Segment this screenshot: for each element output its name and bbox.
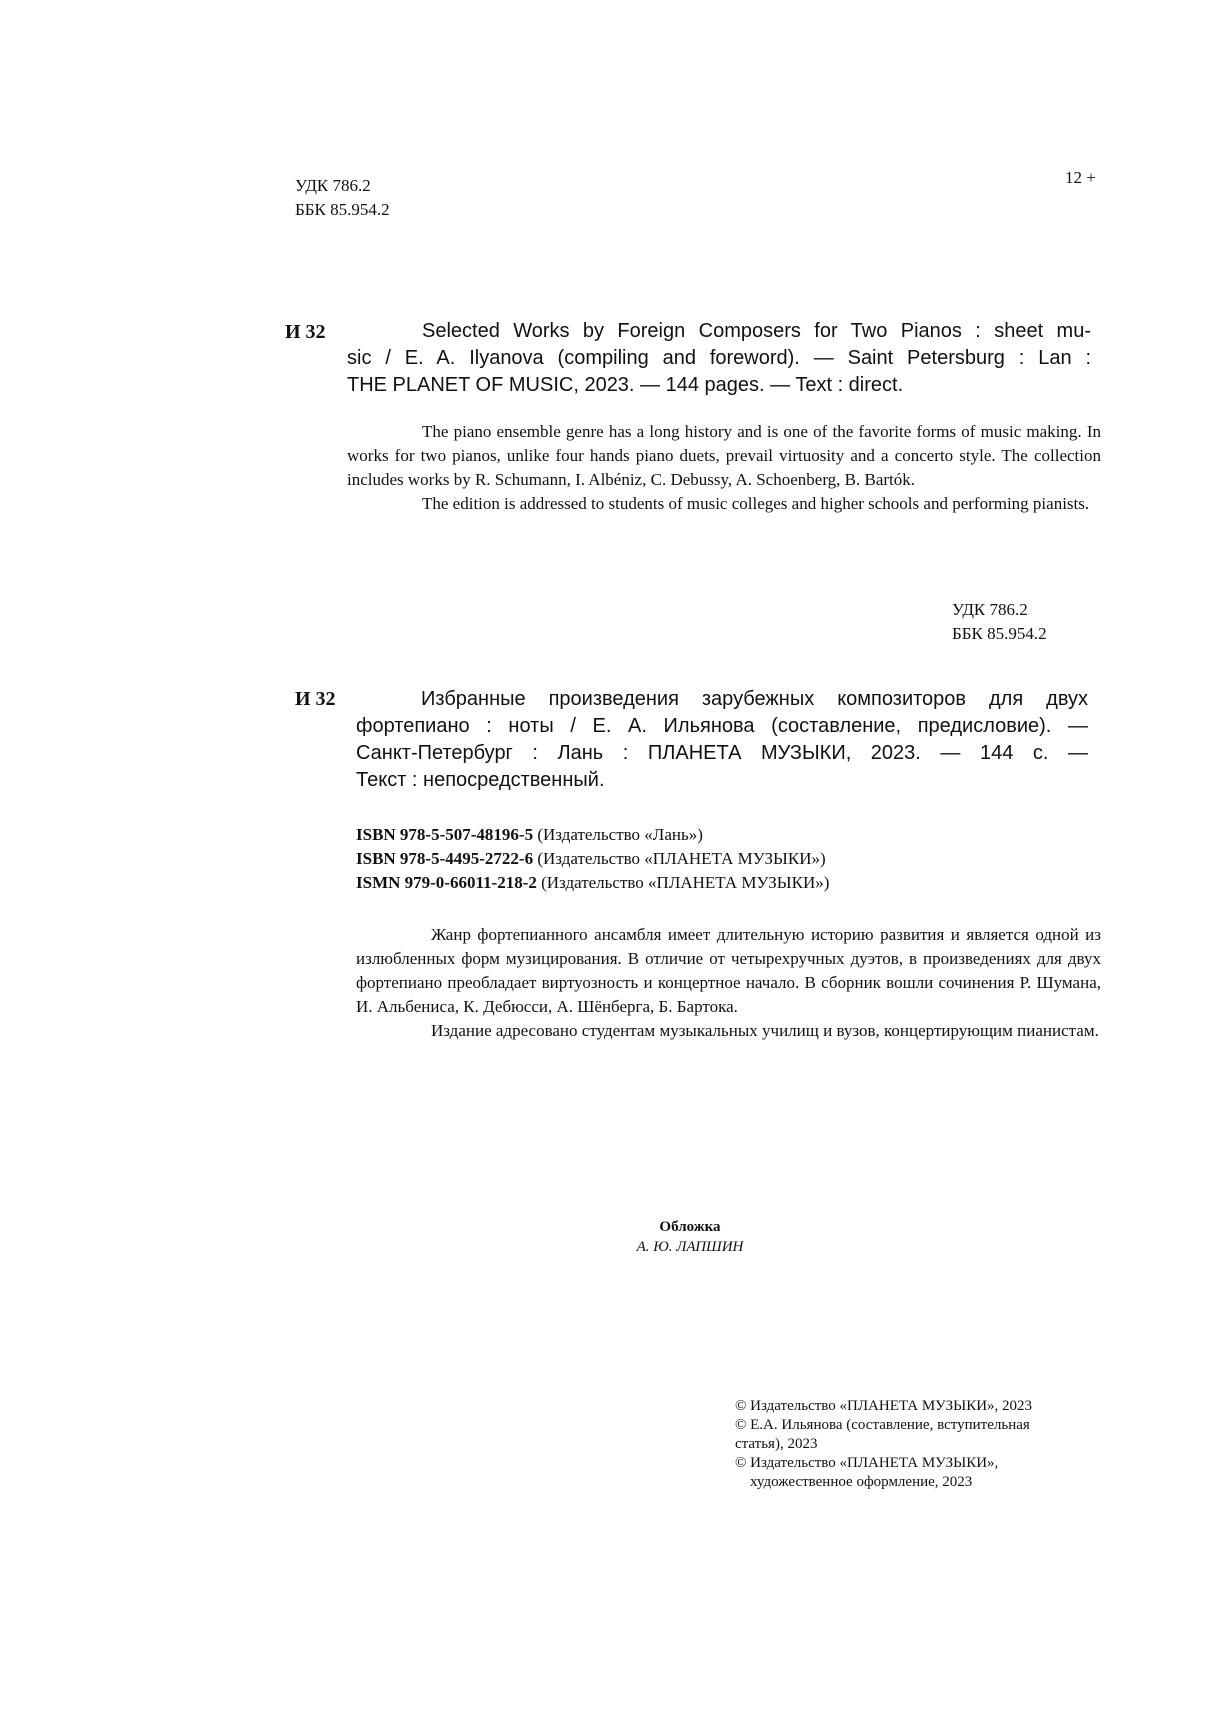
header-udk: УДК 786.2 — [295, 176, 371, 195]
isbn-item — [356, 847, 829, 871]
isbn-number: ISBN 978-5-507-48196-5 — [356, 825, 534, 844]
cover-credit — [560, 1217, 820, 1257]
citation-en-line: sic / E. A. Ilyanova (compiling and foreword). — Saint Petersburg : Lan : — [347, 347, 1091, 369]
header-bbk: ББК 85.954.2 — [295, 200, 390, 219]
author-sign-code-ru: И 32 — [295, 688, 336, 710]
citation-en-line: THE PLANET OF MUSIC, 2023. — 144 pages. — Text : direct. — [347, 374, 904, 396]
abstract-ru — [356, 923, 1101, 1043]
ismn-number: ISMN 979-0-66011-218-2 — [356, 873, 537, 892]
citation-ru-line: Избранные произведения зарубежных композиторов для двух — [421, 688, 1088, 710]
isbn-number: ISBN 978-5-4495-2722-6 — [356, 849, 534, 868]
cover-artist: А. Ю. ЛАПШИН — [636, 1239, 744, 1255]
copyright-line: © Издательство «ПЛАНЕТА МУЗЫКИ», художественное оформление, 2023 — [735, 1455, 999, 1490]
abstract-en — [347, 420, 1101, 516]
ismn-publisher: (Издательство «ПЛАНЕТА МУЗЫКИ») — [536, 873, 830, 892]
copyright-line: © Е.А. Ильянова (составление, вступительная статья), 2023 — [735, 1417, 1030, 1452]
citation-en — [347, 318, 1091, 399]
abstract-en-paragraph: The edition is addressed to students of music colleges and higher schools and performing pianists. — [422, 494, 1090, 513]
cover-label: Обложка — [659, 1219, 721, 1235]
citation-ru — [356, 686, 1088, 794]
header-classification — [295, 174, 390, 222]
abstract-en-paragraph: The piano ensemble genre has a long history and is one of the favorite forms of music making. In works for two pianos, unlike four hands piano duets, prevail virtuosity and a concerto style. The collection includes works by R. Schumann, I. Albéniz, C. Debussy, A. Schoenberg, B. Bartók. — [347, 422, 1101, 489]
citation-en-line: Selected Works by Foreign Composers for Two Pianos : sheet mu- — [422, 320, 1091, 342]
citation-ru-line: Текст : непосредственный. — [356, 769, 605, 791]
classification-en — [952, 598, 1047, 646]
isbn-item — [356, 823, 829, 847]
ismn-item — [356, 871, 829, 895]
copyright-line: © Издательство «ПЛАНЕТА МУЗЫКИ», 2023 — [735, 1398, 1033, 1414]
classification-en-bbk: ББК 85.954.2 — [952, 624, 1047, 643]
citation-ru-line: фортепиано : ноты / Е. А. Ильянова (составление, предисловие). — — [356, 715, 1088, 737]
author-sign-code-en: И 32 — [285, 321, 326, 343]
classification-en-udk: УДК 786.2 — [952, 600, 1028, 619]
abstract-ru-paragraph: Жанр фортепианного ансамбля имеет длительную историю развития и является одной из излюбленных форм музицирования. В отличие от четырехручных дуэтов, в произведениях для двух фортепиано преобладает виртуозность и концертное начало. В сборник вошли сочинения Р. Шумана, И. Альбениса, К. Дебюсси, А. Шёнберга, Б. Бартока. — [356, 925, 1101, 1016]
isbn-publisher: (Издательство «ПЛАНЕТА МУЗЫКИ») — [533, 849, 826, 868]
age-rating: 12 + — [1065, 168, 1096, 187]
abstract-ru-paragraph: Издание адресовано студентам музыкальных училищ и вузов, концертирующим пианистам. — [431, 1021, 1099, 1040]
citation-ru-line: Санкт-Петербург : Лань : ПЛАНЕТА МУЗЫКИ, 2023. — 144 с. — — [356, 742, 1088, 764]
copyright-block — [735, 1397, 1080, 1492]
isbn-list — [356, 823, 829, 895]
isbn-publisher: (Издательство «Лань») — [533, 825, 703, 844]
